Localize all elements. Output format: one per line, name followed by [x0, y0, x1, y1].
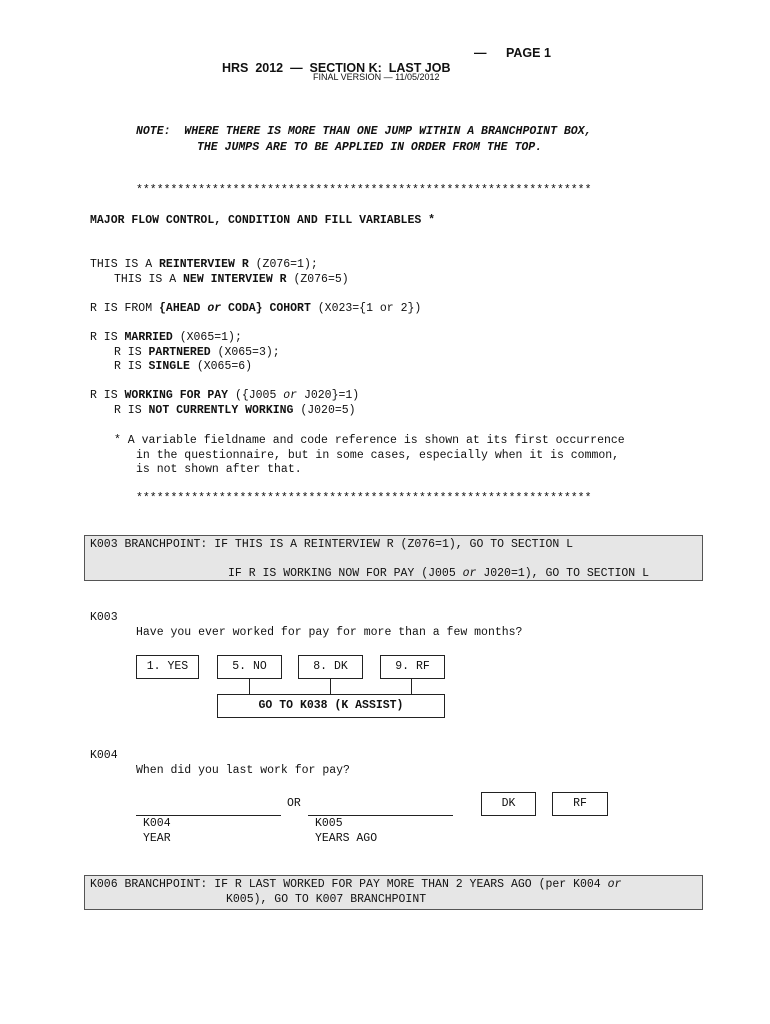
flow-text: R IS — [114, 346, 149, 359]
k004-year-label: YEAR — [143, 832, 171, 845]
header-hrs: HRS — [221, 60, 249, 75]
flow-text: (X065=1); — [172, 331, 242, 344]
k004-or-label: OR — [287, 797, 301, 810]
k004-question: When did you last work for pay? — [136, 764, 350, 777]
flow-text: R IS — [114, 404, 149, 417]
branch-text: J020=1), GO TO SECTION L — [476, 567, 649, 580]
flow-bold: PARTNERED — [148, 346, 211, 359]
branch-text: K006 BRANCHPOINT: IF R LAST WORKED FOR PAY MORE THAN 2 YEARS AGO (per K004 — [90, 878, 608, 891]
footnote-line-2: in the questionnaire, but in some cases, especially when it is common, — [136, 449, 620, 462]
flow-single — [114, 360, 252, 375]
flow-text: R IS — [90, 389, 125, 402]
note-line-2: THE JUMPS ARE TO BE APPLIED IN ORDER FROM THE TOP. — [197, 141, 543, 154]
note-line-1: NOTE: WHERE THERE IS MORE THAN ONE JUMP WITHIN A BRANCHPOINT BOX, — [136, 125, 592, 138]
flow-bold: SINGLE — [148, 360, 190, 373]
k005-years-ago-label: YEARS AGO — [315, 832, 378, 845]
k006-branchpoint-line-1 — [90, 878, 621, 893]
k003-option-rf[interactable]: 9. RF — [380, 655, 445, 679]
k003-id: K003 — [90, 611, 118, 624]
flow-new-interview — [114, 273, 349, 288]
major-flow-title: MAJOR FLOW CONTROL, CONDITION AND FILL VARIABLES * — [90, 214, 436, 227]
flow-bold: CODA} COHORT — [221, 302, 311, 315]
branch-text: IF R IS WORKING NOW FOR PAY (J005 — [228, 567, 463, 580]
branch-italic: or — [607, 878, 622, 891]
flow-partnered — [114, 346, 280, 361]
flow-text: (Z076=5) — [286, 273, 349, 286]
connector-line — [330, 679, 331, 695]
footnote-line-3: is not shown after that. — [136, 463, 302, 476]
flow-text: (X023={1 or 2}) — [310, 302, 422, 315]
k003-question: Have you ever worked for pay for more than a few months? — [136, 626, 523, 639]
flow-text: (X065=6) — [189, 360, 253, 373]
flow-reinterview — [90, 258, 318, 273]
header-version: FINAL VERSION — 11/05/2012 — [313, 72, 440, 82]
flow-text: THIS IS A — [90, 258, 160, 271]
flow-not-working — [114, 404, 356, 419]
footnote-line-1: * A variable fieldname and code reference is shown at its first occurrence — [114, 434, 625, 447]
flow-bold: NOT CURRENTLY WORKING — [148, 404, 294, 417]
stars-divider-bottom: ****************************************************************** — [136, 492, 592, 505]
k005-years-ago-field[interactable] — [308, 815, 453, 816]
flow-text: R IS FROM — [90, 302, 160, 315]
flow-married — [90, 331, 242, 346]
flow-cohort — [90, 302, 421, 317]
k005-id: K005 — [315, 817, 343, 830]
connector-line — [411, 679, 412, 695]
header-section: SECTION K: LAST JOB — [309, 60, 451, 75]
flow-working — [90, 389, 359, 404]
k004-rf-box[interactable]: RF — [552, 792, 608, 816]
header-dash-2: — — [474, 46, 487, 60]
header-dash: — — [290, 60, 303, 75]
flow-text: THIS IS A — [114, 273, 184, 286]
k004-year-field[interactable] — [136, 815, 281, 816]
flow-bold: WORKING FOR PAY — [124, 389, 229, 402]
k003-branchpoint-line-2 — [228, 567, 649, 582]
branch-italic: or — [462, 567, 477, 580]
flow-text: R IS — [90, 331, 125, 344]
flow-bold: MARRIED — [124, 331, 173, 344]
flow-text: R IS — [114, 360, 149, 373]
k004-year-id: K004 — [143, 817, 171, 830]
k003-goto-box: GO TO K038 (K ASSIST) — [217, 694, 445, 718]
flow-bold: REINTERVIEW R — [159, 258, 249, 271]
flow-italic: or — [283, 389, 298, 402]
flow-text: J020}=1) — [297, 389, 360, 402]
header-page: PAGE 1 — [506, 46, 551, 60]
flow-text: ({J005 — [228, 389, 284, 402]
k006-branchpoint-line-2: K005), GO TO K007 BRANCHPOINT — [226, 893, 427, 906]
k003-branchpoint-line-1: K003 BRANCHPOINT: IF THIS IS A REINTERVIEW R (Z076=1), GO TO SECTION L — [90, 538, 574, 551]
k003-option-dk[interactable]: 8. DK — [298, 655, 363, 679]
flow-bold: NEW INTERVIEW R — [183, 273, 287, 286]
connector-line — [249, 679, 250, 695]
stars-divider-top: ****************************************************************** — [136, 184, 592, 197]
k003-option-no[interactable]: 5. NO — [217, 655, 282, 679]
k003-option-yes[interactable]: 1. YES — [136, 655, 199, 679]
flow-text: (X065=3); — [210, 346, 280, 359]
flow-bold: {AHEAD — [159, 302, 208, 315]
header-year: 2012 — [255, 60, 284, 75]
flow-text: (J020=5) — [293, 404, 356, 417]
k004-id: K004 — [90, 749, 118, 762]
flow-text: (Z076=1); — [248, 258, 318, 271]
flow-bold-italic: or — [207, 302, 222, 315]
k004-dk-box[interactable]: DK — [481, 792, 536, 816]
